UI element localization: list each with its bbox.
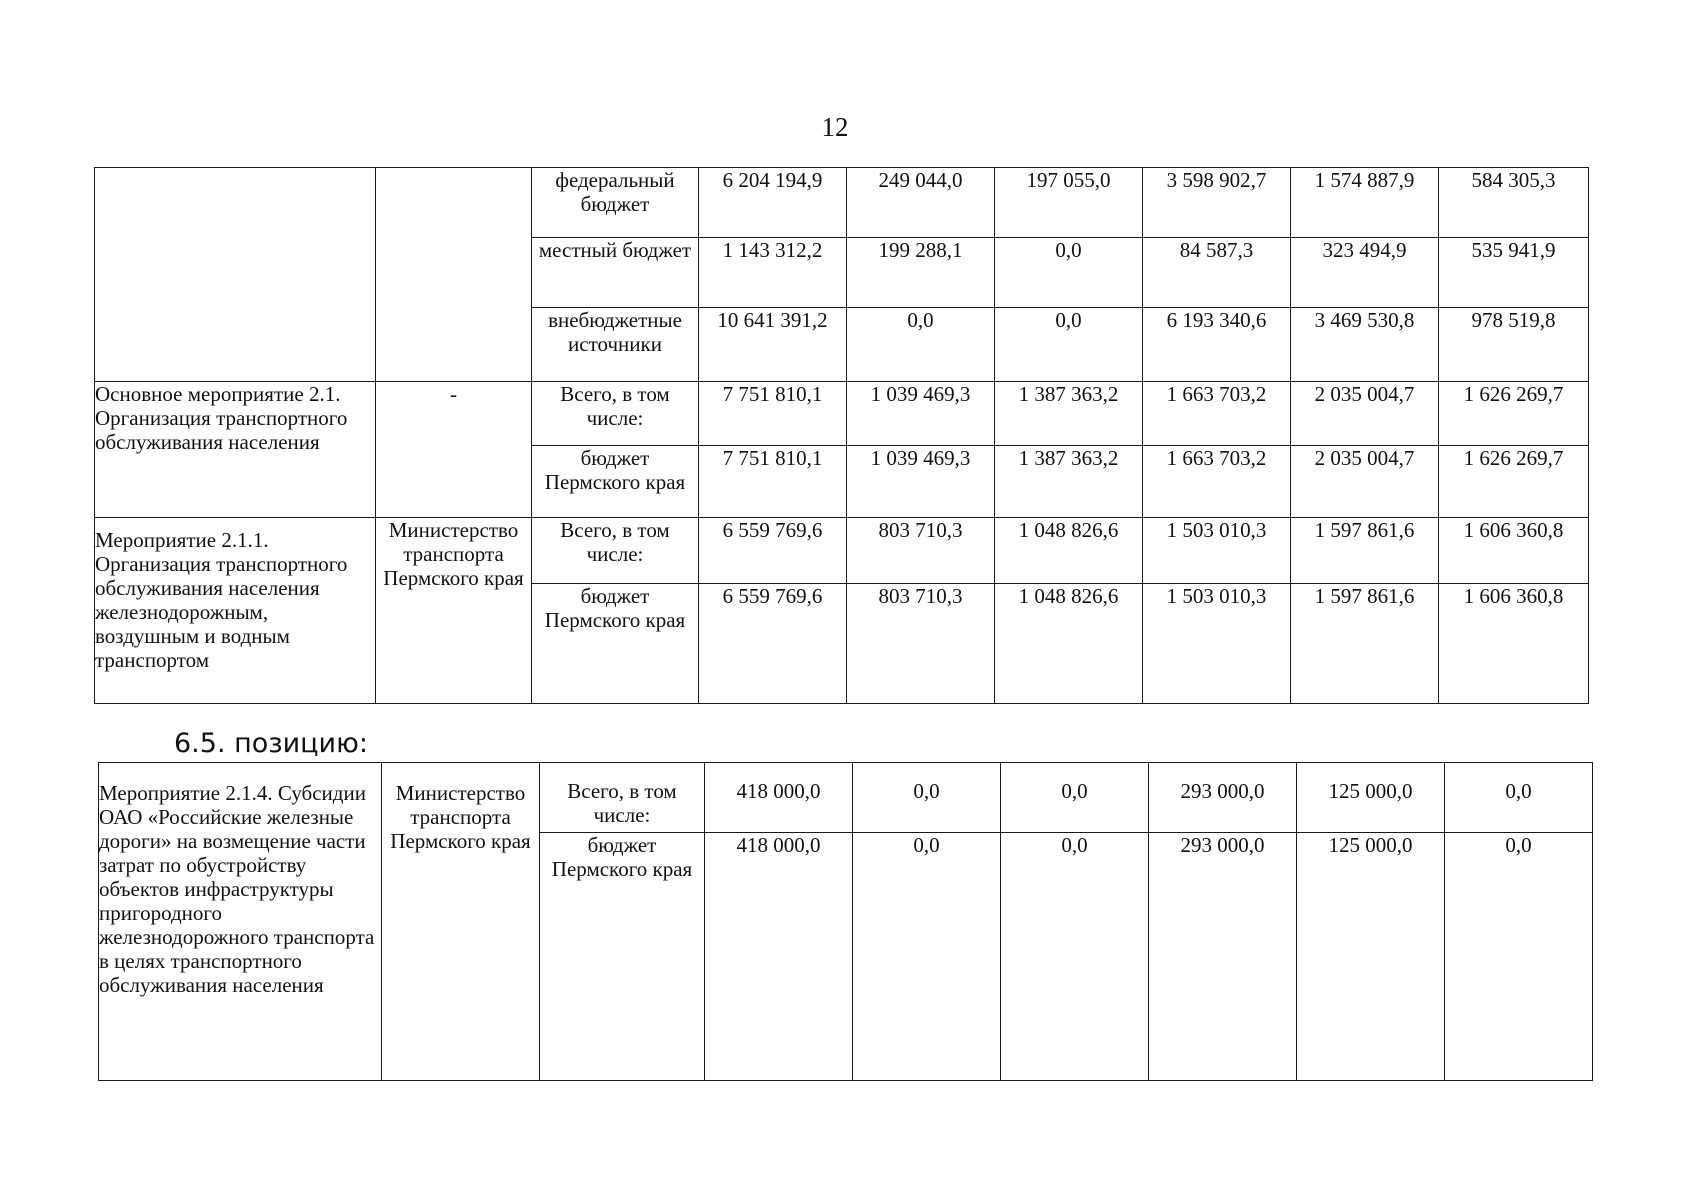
source-cell: Всего, в том числе: xyxy=(532,518,699,584)
empty-executor-cell xyxy=(376,168,532,382)
value-cell: 803 710,3 xyxy=(847,584,995,704)
value-cell: 6 193 340,6 xyxy=(1143,308,1291,382)
source-cell: Всего, в том числе: xyxy=(540,763,705,833)
value-cell: 1 039 469,3 xyxy=(847,446,995,518)
value-cell: 0,0 xyxy=(1001,833,1149,1081)
value-cell: 7 751 810,1 xyxy=(699,446,847,518)
value-cell: 2 035 004,7 xyxy=(1291,382,1439,446)
value-cell: 535 941,9 xyxy=(1439,238,1589,308)
executor-cell: Министерство транспорта Пермского края xyxy=(376,518,532,704)
value-cell: 0,0 xyxy=(995,308,1143,382)
value-cell: 199 288,1 xyxy=(847,238,995,308)
value-cell: 1 606 360,8 xyxy=(1439,518,1589,584)
value-cell: 6 559 769,6 xyxy=(699,584,847,704)
empty-name-cell xyxy=(95,168,376,382)
value-cell: 6 204 194,9 xyxy=(699,168,847,238)
value-cell: 2 035 004,7 xyxy=(1291,446,1439,518)
source-cell: федеральный бюджет xyxy=(532,168,699,238)
section-heading: 6.5. позицию: xyxy=(174,728,368,759)
value-cell: 7 751 810,1 xyxy=(699,382,847,446)
value-cell: 1 663 703,2 xyxy=(1143,446,1291,518)
value-cell: 10 641 391,2 xyxy=(699,308,847,382)
table-row xyxy=(95,518,1589,584)
value-cell: 1 597 861,6 xyxy=(1291,518,1439,584)
value-cell: 293 000,0 xyxy=(1149,763,1297,833)
value-cell: 0,0 xyxy=(1445,763,1593,833)
value-cell: 0,0 xyxy=(995,238,1143,308)
executor-cell: - xyxy=(376,382,532,518)
value-cell: 1 597 861,6 xyxy=(1291,584,1439,704)
budget-table-continuation xyxy=(94,167,1589,704)
value-cell: 3 598 902,7 xyxy=(1143,168,1291,238)
value-cell: 418 000,0 xyxy=(705,833,853,1081)
value-cell: 84 587,3 xyxy=(1143,238,1291,308)
value-cell: 0,0 xyxy=(847,308,995,382)
executor-cell: Министерство транспорта Пермского края xyxy=(382,763,540,1081)
value-cell: 1 039 469,3 xyxy=(847,382,995,446)
value-cell: 1 048 826,6 xyxy=(995,518,1143,584)
value-cell: 3 469 530,8 xyxy=(1291,308,1439,382)
value-cell: 0,0 xyxy=(1001,763,1149,833)
source-cell: Всего, в том числе: xyxy=(532,382,699,446)
value-cell: 803 710,3 xyxy=(847,518,995,584)
value-cell: 1 048 826,6 xyxy=(995,584,1143,704)
value-cell: 0,0 xyxy=(1445,833,1593,1081)
value-cell: 584 305,3 xyxy=(1439,168,1589,238)
budget-table-position xyxy=(98,762,1593,1081)
source-cell: бюджет Пермского края xyxy=(532,584,699,704)
page-number: 12 xyxy=(821,112,849,142)
value-cell: 1 503 010,3 xyxy=(1143,584,1291,704)
table-row xyxy=(95,382,1589,446)
source-cell: бюджет Пермского края xyxy=(540,833,705,1081)
value-cell: 1 574 887,9 xyxy=(1291,168,1439,238)
value-cell: 0,0 xyxy=(853,763,1001,833)
event-name-cell: Мероприятие 2.1.1. Организация транспортного обслуживания населения железнодорожным, воздушным и водным транспортом xyxy=(95,518,376,704)
value-cell: 418 000,0 xyxy=(705,763,853,833)
value-cell: 0,0 xyxy=(853,833,1001,1081)
event-name-cell: Мероприятие 2.1.4. Субсидии ОАО «Российские железные дороги» на возмещение части затрат по обустройству объектов инфраструктуры пригородного железнодорожного транспорта в целях транспортного обслуживания населения xyxy=(99,763,382,1081)
table-row xyxy=(99,763,1593,833)
source-cell: бюджет Пермского края xyxy=(532,446,699,518)
value-cell: 1 143 312,2 xyxy=(699,238,847,308)
value-cell: 1 626 269,7 xyxy=(1439,446,1589,518)
value-cell: 1 503 010,3 xyxy=(1143,518,1291,584)
value-cell: 125 000,0 xyxy=(1297,763,1445,833)
source-cell: внебюджетные источники xyxy=(532,308,699,382)
value-cell: 6 559 769,6 xyxy=(699,518,847,584)
value-cell: 1 387 363,2 xyxy=(995,446,1143,518)
value-cell: 323 494,9 xyxy=(1291,238,1439,308)
value-cell: 1 663 703,2 xyxy=(1143,382,1291,446)
event-name-cell: Основное мероприятие 2.1. Организация транспортного обслуживания населения xyxy=(95,382,376,518)
value-cell: 1 626 269,7 xyxy=(1439,382,1589,446)
value-cell: 1 387 363,2 xyxy=(995,382,1143,446)
value-cell: 249 044,0 xyxy=(847,168,995,238)
table-row xyxy=(95,168,1589,238)
value-cell: 125 000,0 xyxy=(1297,833,1445,1081)
value-cell: 978 519,8 xyxy=(1439,308,1589,382)
value-cell: 293 000,0 xyxy=(1149,833,1297,1081)
source-cell: местный бюджет xyxy=(532,238,699,308)
value-cell: 1 606 360,8 xyxy=(1439,584,1589,704)
value-cell: 197 055,0 xyxy=(995,168,1143,238)
